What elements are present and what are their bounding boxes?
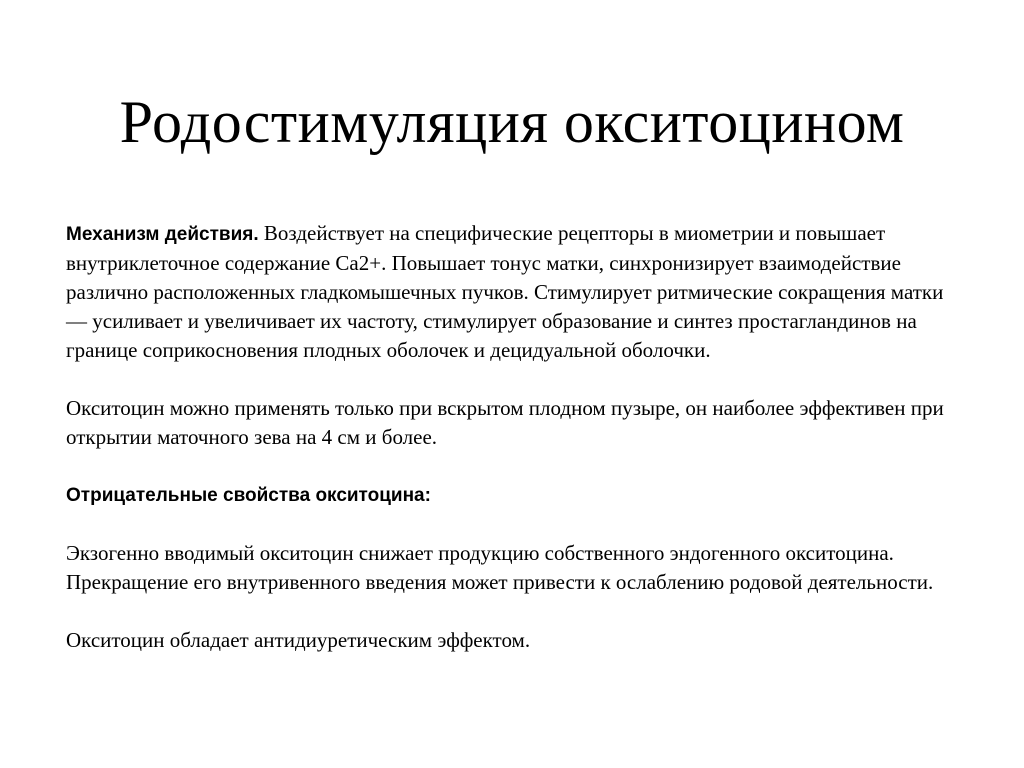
slide-body xyxy=(66,219,966,684)
negative-paragraph-1: Экзогенно вводимый окситоцин снижает продукцию собственного эндогенного окситоцина. Прекращение его внутривенного введения может привести к ослаблению родовой деятельности. xyxy=(66,541,934,594)
mechanism-text: Воздействует на специфические рецепторы в миометрии и повышает внутриклеточное содержание Са2+. Повышает тонус матки, синхронизирует взаимодействие различно расположенных гладкомышечных пучков. Стимулирует ритмические сокращения матки — усиливает и увеличивает их частоту, стимулирует образование и синтез простагландинов на границе соприкосновения плодных оболочек и децидуальной оболочки. xyxy=(66,221,944,362)
mechanism-label: Механизм действия. xyxy=(66,224,259,245)
mechanism-paragraph xyxy=(66,219,966,365)
negative-properties-heading: Отрицательные свойства окситоцина: xyxy=(66,485,431,506)
slide-title: Родостимуляция окситоцином xyxy=(119,89,905,155)
usage-paragraph: Окситоцин можно применять только при вскрытом плодном пузыре, он наиболее эффективен при открытии маточного зева на 4 см и более. xyxy=(66,396,944,449)
negative-paragraph-2: Окситоцин обладает антидиуретическим эффектом. xyxy=(66,628,531,652)
